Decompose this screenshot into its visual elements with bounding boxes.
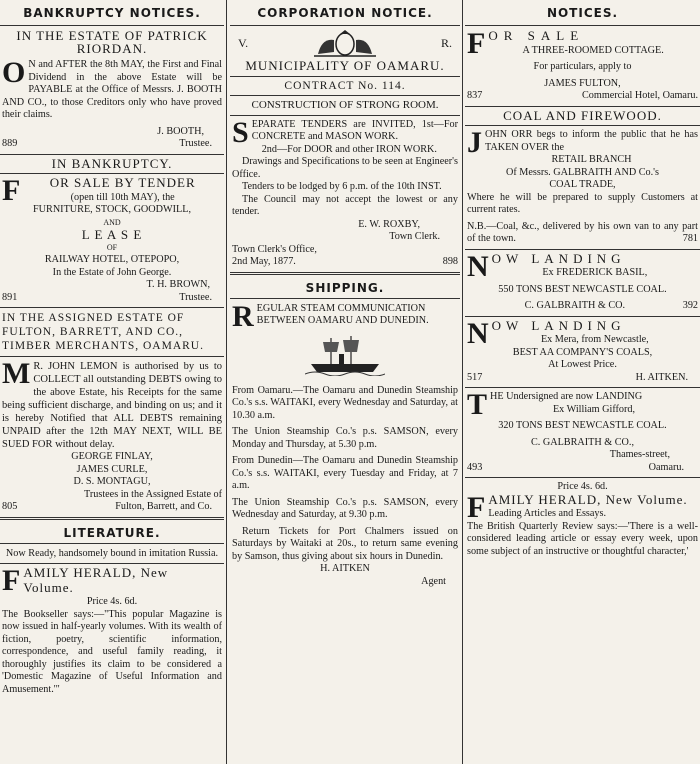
ad-signer: Trustees in the Assigned Estate of (84, 488, 222, 500)
notice-subtitle: CONTRACT No. 114. (284, 79, 406, 92)
ad-subtitle: A THREE-ROOMED COTTAGE. (522, 44, 664, 56)
steamship-illustration (230, 328, 460, 385)
notice-subtitle: CONSTRUCTION OF STRONG ROOM. (251, 99, 439, 111)
ad-line: L E A S E (81, 227, 143, 242)
ship-agent: H. AITKEN (320, 563, 370, 574)
ad-price: Price 4s. 6d. (557, 481, 608, 492)
ad-title: IN THE ASSIGNED ESTATE OF FULTON, BARRETT, AND CO., TIMBER MERCHANTS, OAMARU. (2, 312, 204, 352)
column-bankruptcy (0, 0, 224, 764)
crest-letter: R. (440, 35, 452, 50)
ad-title: THE Undersigned are now LANDING (467, 388, 643, 421)
ad-line: Ex William Gifford, (552, 403, 636, 415)
ship-schedule: From Dunedin—The Oamaru and Dunedin Steamship Co.'s s.s. WAITAKI, every Tuesday and Friday, at 7 a.m. (232, 455, 458, 491)
ship-schedule: From Oamaru.—The Oamaru and Dunedin Steamship Co.'s s.s. WAITAKI, every Wednesday and Saturday, at 10.30 a.m. (232, 384, 458, 421)
ad-title: FOR SALE (467, 27, 585, 60)
ad-line: For particulars, apply to (533, 61, 632, 72)
ad-line: In the Estate of John George. (52, 266, 172, 278)
section-heading: SHIPPING. (230, 278, 460, 299)
notice-title: MUNICIPALITY OF OAMARU. (245, 58, 445, 73)
ad-line: Where he will be prepared to supply Customers at current rates. (467, 191, 698, 215)
ad-signer: JAMES CURLE, (76, 463, 148, 475)
notice-body: Drawings and Specifications to be seen at Engineer's Office. (232, 156, 458, 180)
ad-body: JOHN ORR begs to inform the public that he has TAKEN OVER the (467, 126, 698, 159)
ad-line: OF (106, 242, 118, 252)
ad-line: 320 TONS BEST NEWCASTLE COAL. (498, 420, 667, 431)
ad-title: IN BANKRUPTCY. (51, 155, 173, 171)
ad-body: O N and AFTER the 8th MAY, the First and Final Dividend in the above Estate will be PAYABLE at the Office of Messrs. J. BOOTH AND CO., to those Creditors only who have proved their claims. (2, 56, 222, 120)
ad-title: IN THE ESTATE OF PATRICK RIORDAN. (16, 28, 208, 56)
ship-schedule: The Union Steamship Co.'s p.s. SAMSON, every Monday and Thursday, at 5.30 p.m. (232, 426, 458, 450)
notice-body: Tenders to be lodged by 6 p.m. of the 10th INST. (242, 181, 442, 192)
ad-signer: JAMES FULTON, (544, 77, 621, 89)
ad-price: Price 4s. 6d. (86, 596, 138, 607)
ad-line: RAILWAY HOTEL, OTEPOPO, (44, 254, 180, 265)
steamship-icon (305, 332, 385, 376)
ad-line: Of Messrs. GALBRAITH AND Co.'s (506, 166, 659, 178)
ad-footer: 493 Oamaru. (467, 461, 684, 473)
ad-line: COAL TRADE, (549, 179, 616, 190)
ad-line: RETAIL BRANCH (551, 154, 632, 165)
notice-body: 2nd—For DOOR and other IRON WORK. (261, 143, 437, 155)
section-heading: NOTICES. (465, 0, 700, 26)
column-corporation (230, 0, 460, 764)
ship-schedule: The Union Steamship Co.'s p.s. SAMSON, every Wednesday and Saturday, at 9.30 p.m. (232, 496, 458, 520)
ad-footer: C. GALBRAITH & CO. 392 (524, 300, 698, 311)
column-notices (465, 0, 700, 764)
ad-body: The Bookseller says:—"This popular Magazine is now issued in half-yearly volumes. With its wealth of fiction, poetry, scientific information, correspondence, and useful family reading, it thoroughly justifies its claim to be considered a 'Domestic Magazine of Useful Information and Amusement.'" (2, 608, 222, 695)
ad-body: M R. JOHN LEMON is authorised by us to COLLECT all outstanding DEBTS owing to the above Estate, his Receipts for the same being sufficient discharge, and binding on us; and it is hereby Notified that ALL DEBTS remaining UNPAID after the 12th MAY NEXT, WILL BE SUED FOR without delay. (2, 357, 222, 450)
ad-signer: D. S. MONTAGU, (73, 476, 151, 487)
ad-line: Thames-street, (609, 449, 670, 460)
section-heading: CORPORATION NOTICE. (230, 0, 460, 26)
ad-line: N.B.—Coal, &c., delivered by his own van to any part of the town. 781 (467, 220, 698, 244)
ad-footer: 805 Fulton, Barrett, and Co. (2, 501, 212, 512)
ad-line: Ex Mera, from Newcastle, (540, 334, 649, 345)
ad-title: FAMILY HERALD, New Volume. (2, 564, 169, 597)
ad-line: Now Ready, handsomely bound in imitation Russia. (5, 547, 219, 559)
ad-footer: 891 Trustee. (2, 291, 212, 303)
section-heading: LITERATURE. (0, 523, 224, 544)
ad-signer: T. H. BROWN, (146, 279, 210, 290)
crest-letter: V. (238, 35, 249, 50)
ad-footer: 837 Commercial Hotel, Oamaru. (467, 90, 698, 101)
ad-line: FURNITURE, STOCK, GOODWILL, (33, 204, 191, 215)
ad-line: Ex FREDERICK BASIL, (542, 267, 648, 278)
section-heading: BANKRUPTCY NOTICES. (0, 0, 224, 26)
ad-line: BEST AA COMPANY'S COALS, (512, 346, 653, 358)
ad-footer: 889 Trustee. (2, 138, 212, 149)
ad-line: AND (103, 217, 121, 227)
notice-signer: Town Clerk. (389, 231, 440, 242)
ad-body: The British Quarterly Review says:—'There is a well-considered leading article or essay every week, upon some subject of an instructive or thoughtful character,' (467, 520, 698, 557)
ad-line: At Lowest Price. (548, 359, 617, 370)
ad-signer: GEORGE FINLAY, (71, 451, 153, 462)
ship-title: REGULAR STEAM COMMUNICATION BETWEEN OAMARU AND DUNEDIN. (232, 299, 429, 333)
notice-footer: 2nd May, 1877. 898 (232, 256, 458, 267)
coat-of-arms-icon (300, 28, 390, 58)
ad-line: C. GALBRAITH & CO., (530, 436, 634, 448)
ship-tickets: Return Tickets for Port Chalmers issued on Saturdays by Waitaki at 20s., to return same evening by Samson, thus giving about six hours in Dunedin. (232, 525, 458, 562)
ship-agent-role: Agent (421, 575, 446, 587)
ad-title: NOW LANDING (467, 316, 626, 350)
column-rule (226, 0, 227, 764)
ad-signer: J. BOOTH, (157, 125, 204, 137)
ad-footer: 517 H. AITKEN. (467, 371, 688, 383)
column-rule (462, 0, 463, 764)
royal-crest (230, 26, 460, 60)
ad-title: NOW LANDING (467, 249, 626, 283)
ad-line: 550 TONS BEST NEWCASTLE COAL. (498, 283, 667, 295)
ad-title: FAMILY HERALD, New Volume. Leading Articles and Essays. (467, 490, 688, 524)
notice-body: SEPARATE TENDERS are INVITED, 1st—For CONCRETE and MASON WORK. (232, 115, 458, 149)
notice-body: The Council may not accept the lowest or any tender. (232, 193, 458, 217)
notice-office: Town Clerk's Office, (232, 243, 317, 255)
ad-body: F OR SALE BY TENDER (open till 10th MAY), the (2, 174, 196, 207)
notice-signer: E. W. ROXBY, (358, 218, 420, 230)
ad-title: COAL AND FIREWOOD. (503, 107, 662, 123)
